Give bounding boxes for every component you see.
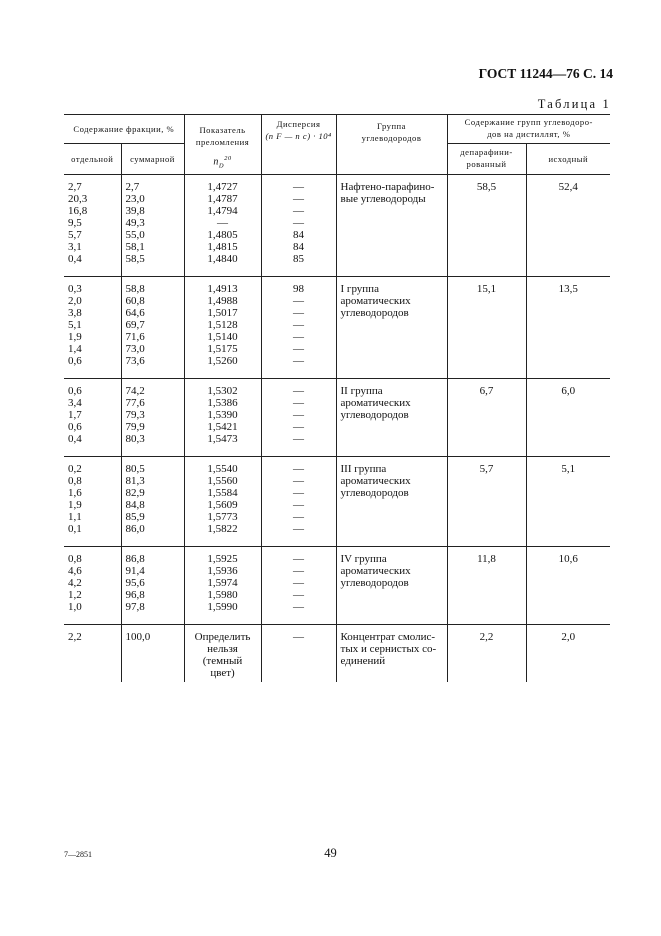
document-code: ГОСТ 11244—76 С. 14	[478, 66, 613, 81]
refraction-values-cell: Определить нельзя (темный цвет)	[184, 625, 261, 683]
refraction-values-cell: 1,4913 1,4988 1,5017 1,5128 1,5140 1,5175 1,5260	[184, 277, 261, 379]
table-row	[64, 457, 610, 547]
table-caption: Таблица 1	[537, 97, 611, 111]
data-table	[64, 114, 610, 682]
table-row	[64, 277, 610, 379]
separate-header: отдельной	[64, 144, 121, 175]
fraction-content-header: Содержание фракции, %	[64, 115, 184, 144]
dispersion-values-cell: — — — — — —	[261, 457, 336, 547]
footer-code: 7—2851	[64, 850, 92, 859]
separate-values-cell: 2,7 20,3 16,8 9,5 5,7 3,1 0,4	[64, 175, 121, 277]
separate-values-cell: 0,3 2,0 3,8 5,1 1,9 1,4 0,6	[64, 277, 121, 379]
separate-values-cell: 0,6 3,4 1,7 0,6 0,4	[64, 379, 121, 457]
refraction-values-cell: 1,4727 1,4787 1,4794 — 1,4805 1,4815 1,4840	[184, 175, 261, 277]
group-name-cell: III группа ароматических углеводородов	[336, 457, 447, 547]
dispersion-values-cell: — — — — 84 84 85	[261, 175, 336, 277]
refractive-index-header: Показатель преломления $n_D^{20}$	[184, 115, 261, 175]
group-name-cell: Концентрат смолис- тых и сернистых со- единений	[336, 625, 447, 683]
group-name-cell: IV группа ароматических углеводородов	[336, 547, 447, 625]
separate-values-cell: 0,8 4,6 4,2 1,2 1,0	[64, 547, 121, 625]
initial-value-cell: 10,6	[526, 547, 610, 625]
initial-value-cell: 52,4	[526, 175, 610, 277]
dispersion-values-cell: —	[261, 625, 336, 683]
dewaxed-value-cell: 58,5	[447, 175, 526, 277]
cumulative-values-cell: 58,8 60,8 64,6 69,7 71,6 73,0 73,6	[121, 277, 184, 379]
cumulative-values-cell: 100,0	[121, 625, 184, 683]
separate-values-cell: 2,2	[68, 631, 82, 643]
refraction-values-cell: 1,5540 1,5560 1,5584 1,5609 1,5773 1,5822	[184, 457, 261, 547]
dispersion-header: Дисперсия (n F — n c) · 10⁴	[261, 115, 336, 175]
refraction-values-cell: 1,5925 1,5936 1,5974 1,5980 1,5990	[184, 547, 261, 625]
dewaxed-header: депарафини- рованный	[447, 144, 526, 175]
table-row	[64, 547, 610, 625]
group-name-cell: Нафтено-парафино- вые углеводороды	[336, 175, 447, 277]
separate-values-cell: 0,2 0,8 1,6 1,9 1,1 0,1	[64, 457, 121, 547]
table-row	[64, 625, 610, 683]
dispersion-values-cell: 98 — — — — — —	[261, 277, 336, 379]
initial-value-cell: 2,0	[526, 625, 610, 683]
cumulative-header: суммарной	[121, 144, 184, 175]
dewaxed-value-cell: 2,2	[447, 625, 526, 683]
table-row	[64, 379, 610, 457]
group-content-header: Содержание групп углеводоро- дов на дистиллят, %	[447, 115, 610, 144]
dewaxed-value-cell: 5,7	[447, 457, 526, 547]
dispersion-values-cell: — — — — —	[261, 379, 336, 457]
dewaxed-value-cell: 15,1	[447, 277, 526, 379]
initial-value-cell: 5,1	[526, 457, 610, 547]
cumulative-values-cell: 74,2 77,6 79,3 79,9 80,3	[121, 379, 184, 457]
hydrocarbon-group-header: Группа углеводородов	[336, 115, 447, 175]
group-name-cell: II группа ароматических углеводородов	[336, 379, 447, 457]
cumulative-values-cell: 2,7 23,0 39,8 49,3 55,0 58,1 58,5	[121, 175, 184, 277]
dispersion-values-cell: — — — — —	[261, 547, 336, 625]
page-number: 49	[324, 846, 337, 860]
table-row	[64, 175, 610, 277]
cumulative-values-cell: 80,5 81,3 82,9 84,8 85,9 86,0	[121, 457, 184, 547]
initial-value-cell: 13,5	[526, 277, 610, 379]
initial-value-cell: 6,0	[526, 379, 610, 457]
dewaxed-value-cell: 6,7	[447, 379, 526, 457]
refraction-values-cell: 1,5302 1,5386 1,5390 1,5421 1,5473	[184, 379, 261, 457]
initial-header: исходный	[526, 144, 610, 175]
cumulative-values-cell: 86,8 91,4 95,6 96,8 97,8	[121, 547, 184, 625]
group-name-cell: I группа ароматических углеводородов	[336, 277, 447, 379]
dewaxed-value-cell: 11,8	[447, 547, 526, 625]
